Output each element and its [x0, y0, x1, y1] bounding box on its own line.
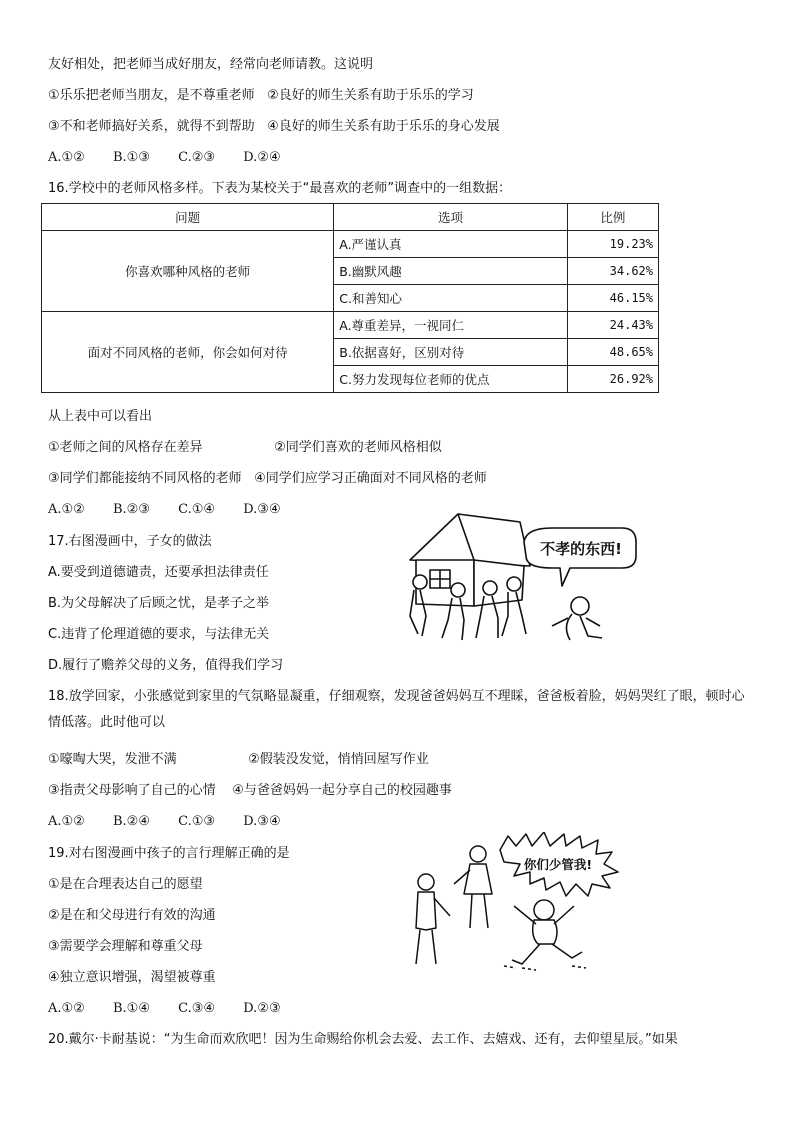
q19-cartoon-speech-bubble: 你们少管我!	[523, 857, 593, 872]
q16-statement-4: ④同学们应学习正确面对不同风格的老师	[254, 471, 487, 486]
table-ratio: 26.92%	[567, 366, 658, 393]
q16-survey-table	[41, 203, 659, 393]
q15-option-d[interactable]: D.②④	[243, 150, 281, 165]
q17-option-b[interactable]: B.为父母解决了后顾之忧，是孝子之举	[48, 596, 270, 611]
q18-statement-4: ④与爸爸妈妈一起分享自己的校园趣事	[232, 783, 452, 798]
table-question-1: 你喜欢哪种风格的老师	[42, 231, 334, 312]
q15-options	[48, 149, 305, 167]
q16-option-a[interactable]: A.①②	[48, 502, 85, 517]
q16-statement-1: ①老师之间的风格存在差异	[48, 440, 203, 455]
q15-stem-continuation: 友好相处，把老师当成好朋友，经常向老师请教。这说明	[48, 57, 374, 72]
table-ratio: 46.15%	[567, 285, 658, 312]
q15-statement-3: ③不和老师搞好关系，就得不到帮助	[48, 119, 255, 134]
q16-options	[48, 501, 305, 519]
q15-statements-row-2	[48, 118, 500, 136]
q18-option-d[interactable]: D.③④	[243, 814, 281, 829]
q19-stem: 19.对右图漫画中孩子的言行理解正确的是	[48, 846, 290, 861]
table-ratio: 48.65%	[567, 339, 658, 366]
table-option: B.幽默风趣	[334, 258, 568, 285]
q16-statement-3: ③同学们都能接纳不同风格的老师	[48, 471, 242, 486]
table-ratio: 34.62%	[567, 258, 658, 285]
house-carrying-cartoon-illustration	[402, 508, 642, 648]
q18-stem: 18.放学回家，小张感觉到家里的气氛略显凝重，仔细观察，发现爸爸妈妈互不理睬，爸爸板着脸，妈妈哭红了眼，顿时心情低落。此时他可以	[48, 689, 745, 730]
table-question-2: 面对不同风格的老师，你会如何对待	[42, 312, 334, 393]
q19-option-c[interactable]: C.③④	[178, 1001, 216, 1016]
table-ratio: 24.43%	[567, 312, 658, 339]
q15-option-c[interactable]: C.②③	[178, 150, 216, 165]
table-option: C.和善知心	[334, 285, 568, 312]
q16-statements-row-1	[48, 439, 442, 457]
table-header-question: 问题	[42, 204, 334, 231]
q18-statement-1: ①嚎啕大哭，发泄不满	[48, 752, 177, 767]
q15-option-a[interactable]: A.①②	[48, 150, 85, 165]
q16-lead: 从上表中可以看出	[48, 409, 153, 424]
q17-option-d[interactable]: D.履行了赡养父母的义务，值得我们学习	[48, 658, 284, 673]
table-option: C.努力发现每位老师的优点	[334, 366, 568, 393]
table-row	[42, 231, 659, 258]
q15-statements-row-1	[48, 87, 474, 105]
q18-option-c[interactable]: C.①③	[178, 814, 216, 829]
q17-option-c[interactable]: C.违背了伦理道德的要求，与法律无关	[48, 627, 270, 642]
table-header-ratio: 比例	[567, 204, 658, 231]
q16-option-d[interactable]: D.③④	[243, 502, 281, 517]
parents-child-cartoon-illustration	[404, 832, 634, 972]
q15-statement-2: ②良好的师生关系有助于乐乐的学习	[267, 88, 474, 103]
q19-option-a[interactable]: A.①②	[48, 1001, 85, 1016]
table-option: B.依据喜好，区别对待	[334, 339, 568, 366]
q19-cartoon	[404, 832, 634, 972]
q18-statement-2: ②假装没发觉，悄悄回屋写作业	[248, 752, 429, 767]
q18-statements-row-1	[48, 751, 429, 769]
q15-option-b[interactable]: B.①③	[112, 150, 150, 165]
q18-statements-row-2	[48, 782, 452, 800]
q19-statement-2: ②是在和父母进行有效的沟通	[48, 908, 216, 923]
q16-statements-row-2	[48, 470, 487, 488]
table-header-option: 选项	[334, 204, 568, 231]
q19-option-b[interactable]: B.①④	[112, 1001, 150, 1016]
q18-option-a[interactable]: A.①②	[48, 814, 85, 829]
q15-statement-1: ①乐乐把老师当朋友，是不尊重老师	[48, 88, 255, 103]
table-option: A.尊重差异，一视同仁	[334, 312, 568, 339]
q17-cartoon-speech-bubble: 不孝的东西!	[540, 540, 622, 558]
table-header-row	[42, 204, 659, 231]
q19-statement-4: ④独立意识增强，渴望被尊重	[48, 970, 216, 985]
q17-cartoon	[402, 508, 642, 648]
table-option: A.严谨认真	[334, 231, 568, 258]
q18-options	[48, 813, 305, 831]
q15-statement-4: ④良好的师生关系有助于乐乐的身心发展	[267, 119, 500, 134]
table-row	[42, 312, 659, 339]
table-ratio: 19.23%	[567, 231, 658, 258]
q16-option-c[interactable]: C.①④	[178, 502, 216, 517]
q19-option-d[interactable]: D.②③	[243, 1001, 281, 1016]
q16-statement-2: ②同学们喜欢的老师风格相似	[274, 440, 442, 455]
q16-option-b[interactable]: B.②③	[112, 502, 150, 517]
q16-stem: 16.学校中的老师风格多样。下表为某校关于“最喜欢的老师”调查中的一组数据：	[48, 181, 512, 196]
q19-statement-3: ③需要学会理解和尊重父母	[48, 939, 203, 954]
q18-option-b[interactable]: B.②④	[112, 814, 150, 829]
q18-statement-3: ③指责父母影响了自己的心情	[48, 783, 216, 798]
q19-options	[48, 1000, 305, 1018]
q20-stem: 20.戴尔·卡耐基说：“为生命而欢欣吧！因为生命赐给你机会去爱、去工作、去嬉戏、还有，去仰望星辰。”如果	[48, 1032, 678, 1047]
q17-option-a[interactable]: A.要受到道德谴责，还要承担法律责任	[48, 565, 269, 580]
q19-statement-1: ①是在合理表达自己的愿望	[48, 877, 203, 892]
q17-stem: 17.右图漫画中，子女的做法	[48, 534, 212, 549]
